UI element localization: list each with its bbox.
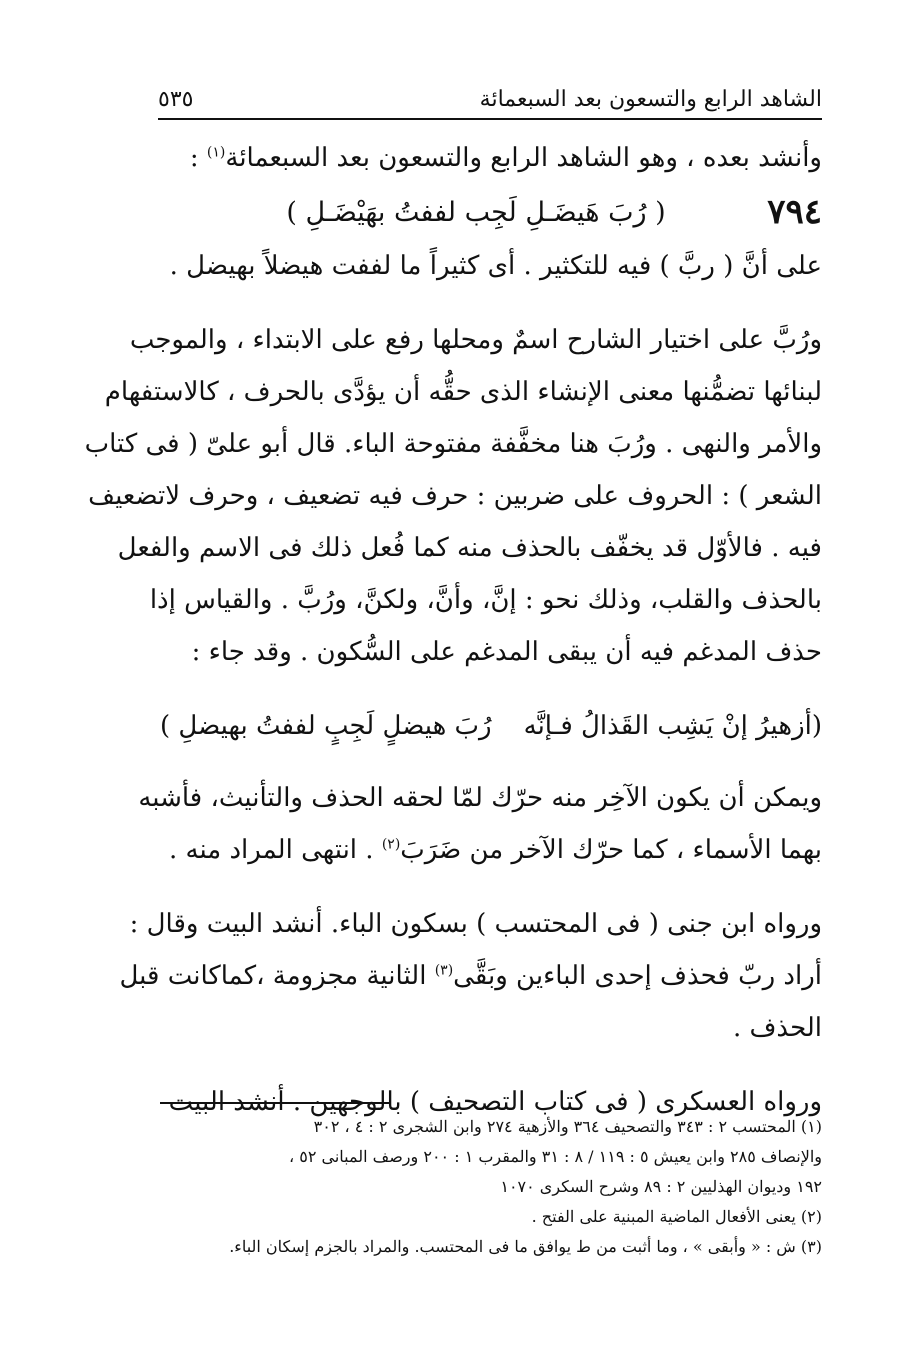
text-line: على أنَّ ( ربَّ ) فيه للتكثير . أى كثيراً ما لففت هيضلاً بهيضل .	[169, 251, 822, 281]
page-number: ٥٣٥	[158, 87, 194, 112]
footnote-line: (٢) يعنى الأفعال الماضية المبنية على الفتح .	[531, 1207, 822, 1226]
text-segment: الثانية مجزومة ،كماكانت قبل	[119, 961, 435, 991]
paragraph-2	[84, 314, 822, 678]
couplet-first-hemistich: (أزهيرُ إنْ يَشِب القَذالُ فـإنَّه	[523, 711, 822, 741]
page-header	[158, 70, 822, 120]
intro-line	[160, 132, 822, 184]
text-line: ورُبَّ على اختيار الشارح اسمٌ ومحلها رفع على الابتداء ، والموجب	[129, 325, 822, 355]
footnote-line: والإنصاف ٢٨٥ وابن يعيش ٥ : ١١٩ / ٨ : ٣١ والمقرب ١ : ٢٠٠ ورصف المبانى ٥٢ ،	[288, 1147, 822, 1166]
text-line: الحذف .	[732, 1013, 822, 1043]
main-text	[84, 132, 822, 1150]
footnote-line: ١٩٢ وديوان الهذليين ٢ : ٨٩ وشرح السكرى ١٠٧٠	[500, 1177, 822, 1196]
verse-number: ٧٩٤	[767, 192, 822, 232]
verse-text: ( رُبَ هَيضَـلِ لَجِب لففتُ بهَيْضَـلِ )	[286, 196, 666, 228]
text-line	[119, 950, 822, 1002]
footnote-ref-2: (٢)	[381, 836, 401, 853]
text-line: ورواه العسكرى ( فى كتاب التصحيف ) بالوجهين . أنشد البيت	[168, 1087, 822, 1117]
text-line: بالحذف والقلب، وذلك نحو : إنَّ، وأنَّ، ولكنَّ، ورُبَّ . والقياس إذا	[149, 585, 822, 615]
footnote-line: (١) المحتسب ٢ : ٣٤٣ والتصحيف ٣٦٤ والأزهية ٢٧٤ وابن الشجرى ٢ : ٤ ، ٣٠٢	[313, 1117, 822, 1136]
text-line: ورواه ابن جنى ( فى المحتسب ) بسكون الباء. أنشد البيت وقال :	[129, 909, 822, 939]
intro-text: وأنشد بعده ، وهو الشاهد الرابع والتسعون بعد السبعمائة	[225, 143, 822, 173]
verse-line	[160, 184, 822, 240]
text-line: لبنائها تضمُّنها معنى الإنشاء الذى حقُّه أن يؤدَّى بالحرف ، كالاستفهام	[104, 377, 822, 407]
footnote-ref-3: (٣)	[434, 962, 454, 979]
paragraph-3	[138, 772, 822, 876]
text-line	[160, 824, 822, 876]
text-line: حذف المدغم فيه أن يبقى المدغم على السُّكون . وقد جاء :	[191, 637, 822, 667]
text-line: فيه . فالأوّل قد يخفّف بالحذف منه كما فُعل ذلك فى الاسم والفعل	[117, 533, 822, 563]
footnotes	[160, 1102, 822, 1262]
footnote-ref-1: (١)	[206, 144, 226, 161]
text-line: والأمر والنهى . ورُبَ هنا مخفَّفة مفتوحة الباء. قال أبو علىّ ( فى كتاب	[84, 429, 822, 459]
couplet-second-hemistich: رُبَ هيضلٍ لَجِبٍ لففتُ بهيضلِ )	[160, 711, 492, 741]
text-segment: بهما الأسماء ، كما حرّك الآخر من ضَرَبَ	[400, 835, 822, 865]
running-title: الشاهد الرابع والتسعون بعد السبعمائة	[479, 87, 822, 112]
paragraph-1	[160, 240, 822, 292]
footnote-divider	[160, 1102, 390, 1104]
text-line: الشعر ) : الحروف على ضربين : حرف فيه تضعيف ، وحرف لاتضعيف	[88, 481, 822, 511]
intro-tail: :	[189, 143, 207, 173]
paragraph-4	[119, 898, 822, 1054]
text-segment: . انتهى المراد منه .	[168, 835, 382, 865]
text-segment: أراد ربّ فحذف إحدى الباءين وبَقَّى	[453, 961, 822, 991]
text-line: ويمكن أن يكون الآخِر منه حرّك لمّا لحقه الحذف والتأنيث، فأشبه	[138, 783, 822, 813]
footnote-line: (٣) ش : « وأبقى » ، وما أثبت من ط يوافق ما فى المحتسب. والمراد بالجزم إسكان الباء.	[229, 1237, 822, 1256]
poetry-couplet	[160, 700, 822, 752]
